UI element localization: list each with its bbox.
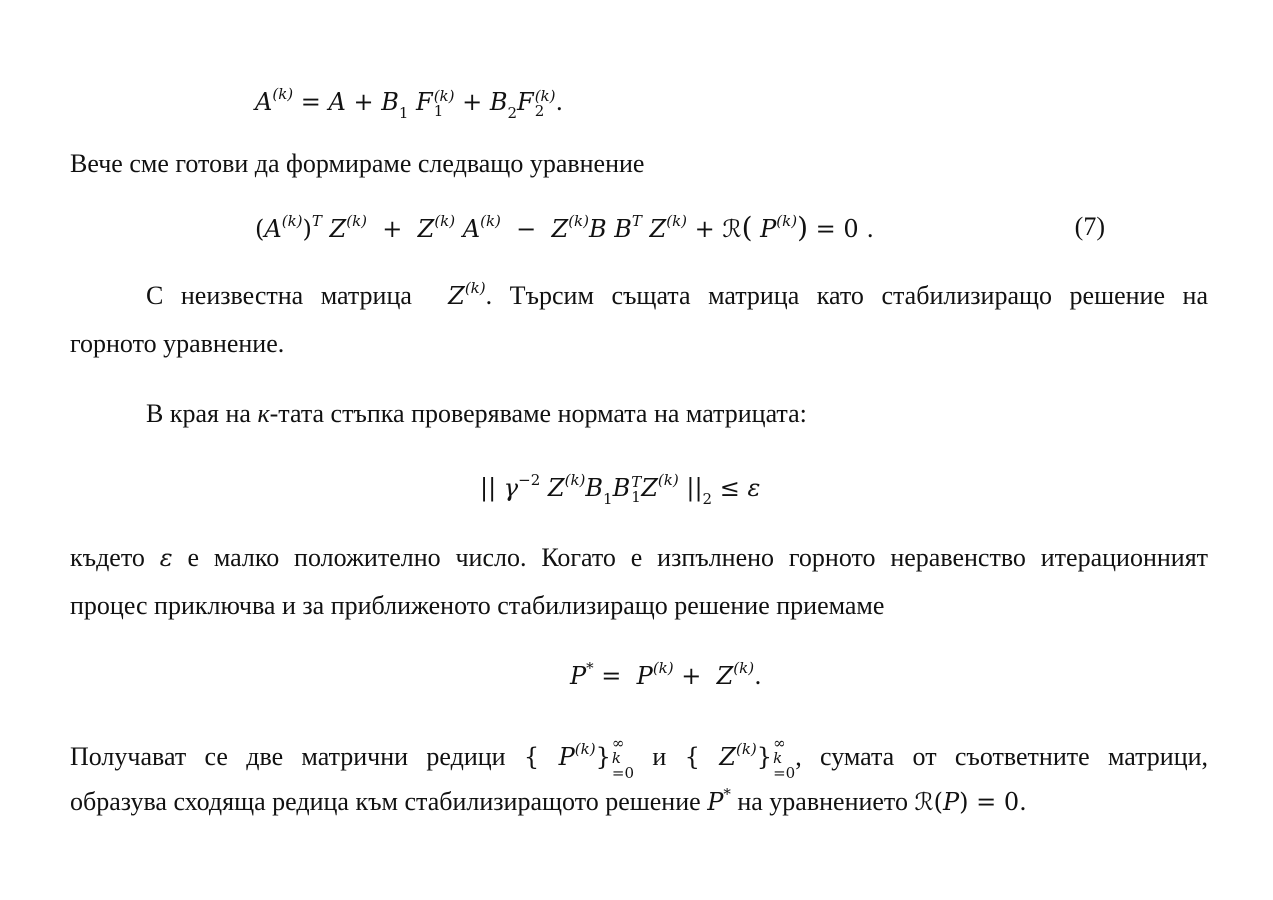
paragraph-1: Вече сме готови да формираме следващо уравнение bbox=[70, 149, 645, 178]
paragraph-4-line-1: където ε е малко положително число. Когато е изпълнено горното неравенство итерационният bbox=[70, 543, 1209, 572]
paragraph-2-line-2: горното уравнение. bbox=[70, 329, 285, 358]
paragraph-4-line-2: процес приключва и за приближеното стабилизиращо решение приемаме bbox=[70, 591, 885, 620]
norm-inequality: || $\gamma^{-2}$ $Z^{(k)}B_1B$ T 1 $Z^{(k)}$ $||_2 \le \varepsilon$ bbox=[480, 471, 761, 508]
paragraph-5-line-2: образува сходяща редица към стабилизиращото решение P* на уравнението ℛ(P) = 0. bbox=[70, 785, 1027, 816]
paragraph-5-line-1: Получават се две матрични редици { $P^{(k)}$} ∞ k =0 и { $Z^{(k)}$} ∞ k =0 , сумата от съответните матрици, bbox=[70, 734, 1209, 782]
equation-7: $(A^{(k)})^T$ $Z^{(k)} + Z^{(k)}$ $A^{(k)} - Z^{(k)}B$ $B^T$ $Z^{(k)}$ + ℛ( $P^{(k)}) = 0$ . bbox=[255, 211, 874, 244]
paragraph-2-line-1: С неизвестна матрица $Z^{(k)}$. Търсим същата матрица като стабилизиращо решение на bbox=[146, 279, 1209, 310]
equation-p-star: $P^* = P^{(k)} + Z^{(k)}$. bbox=[570, 659, 762, 690]
equation-a-k: $A^{(k)} = A + B_1$ F (k) 1 + $B_2F$ (k) 2 . bbox=[255, 85, 564, 122]
paragraph-3: В края на к-тата стъпка проверяваме нормата на матрицата: bbox=[146, 399, 807, 428]
equation-number: (7) bbox=[1074, 212, 1105, 241]
